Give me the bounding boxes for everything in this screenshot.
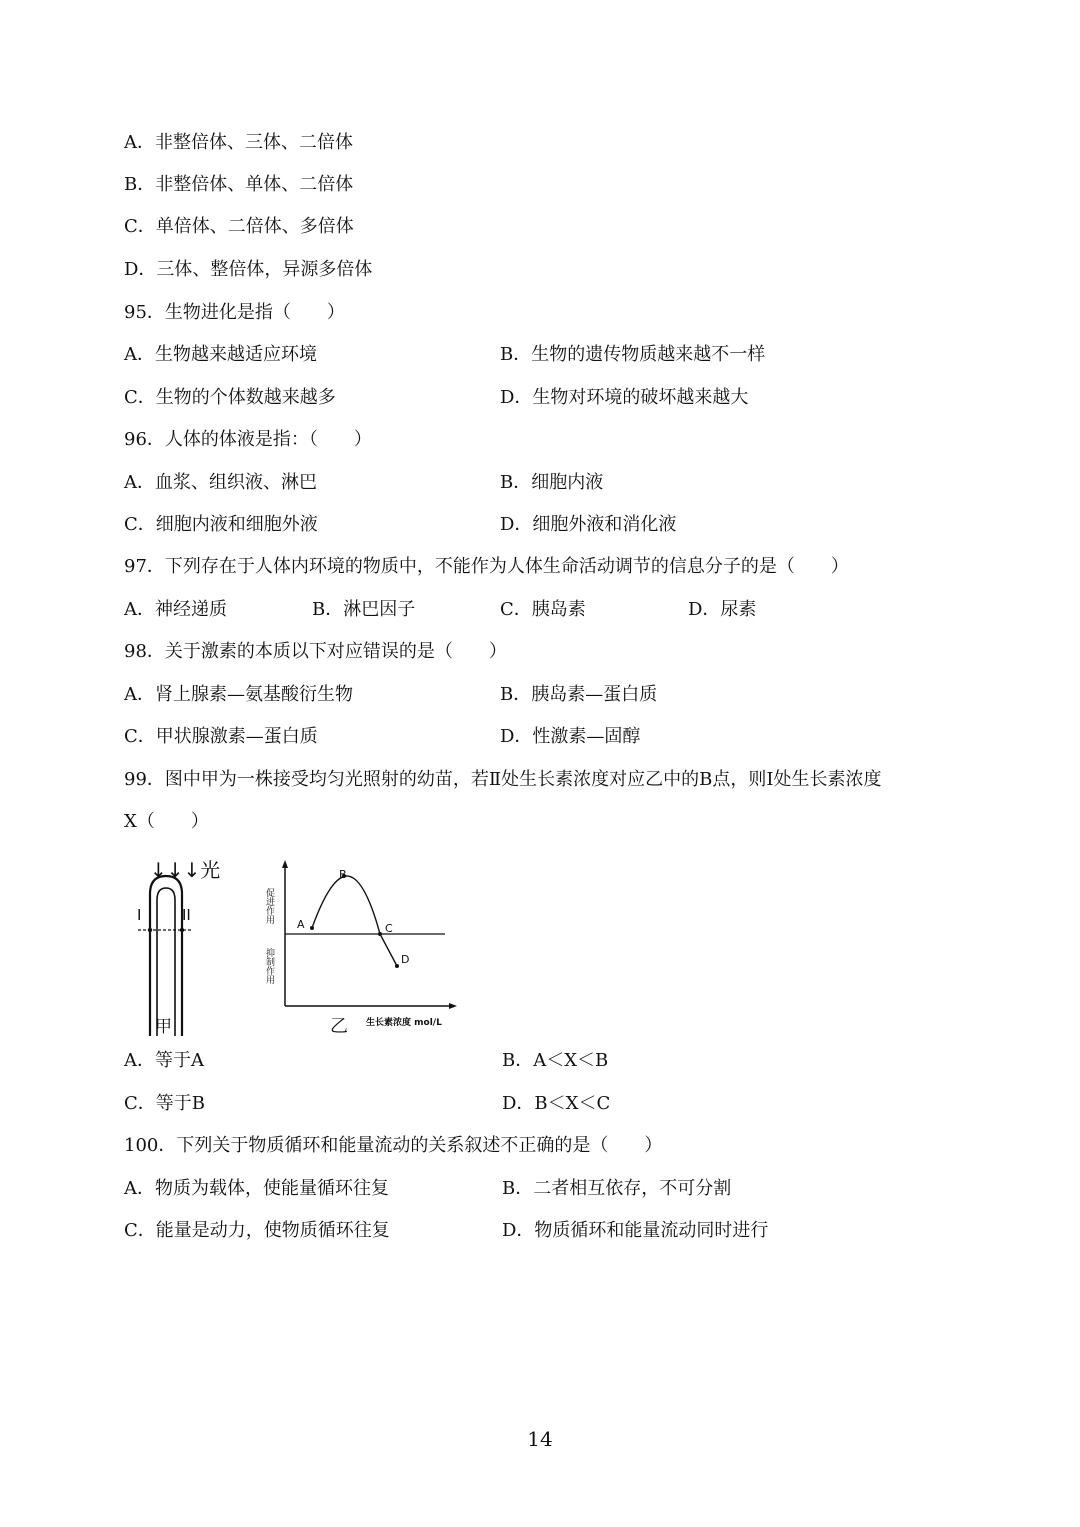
promote-label: 促进作用 bbox=[264, 888, 274, 924]
q95-option-b: B．生物的遗传物质越来越不一样 bbox=[500, 344, 766, 365]
q96-stem: 96．人体的体液是指：（ ） bbox=[124, 429, 372, 450]
label-i: I bbox=[137, 906, 142, 924]
q99-option-c: C．等于B bbox=[124, 1093, 205, 1114]
growth-curve bbox=[312, 876, 397, 966]
q99-option-a: A．等于A bbox=[124, 1050, 204, 1071]
q98-option-a: A．肾上腺素—氨基酸衍生物 bbox=[124, 684, 353, 705]
x-axis-arrow bbox=[449, 1003, 457, 1009]
point-a-label: A bbox=[297, 918, 305, 931]
q99-stem-line1: 99．图中甲为一株接受均匀光照射的幼苗，若Ⅱ处生长素浓度对应乙中的B点，则Ⅰ处生长素浓度 bbox=[124, 769, 882, 790]
q97-option-a: A．神经递质 bbox=[124, 599, 227, 620]
q96-option-a: A．血浆、组织液、淋巴 bbox=[124, 472, 317, 493]
seedling-inner-outline bbox=[157, 888, 175, 1036]
point-a-dot bbox=[310, 926, 314, 930]
x-axis-label: 生长素浓度 mol/L bbox=[366, 1018, 442, 1028]
label-yi: 乙 bbox=[330, 1016, 348, 1037]
q97-option-b: B．淋巴因子 bbox=[312, 599, 416, 620]
q98-option-d: D．性激素—固醇 bbox=[500, 726, 641, 747]
q100-option-a: A．物质为载体，使能量循环往复 bbox=[124, 1178, 389, 1199]
q100-option-d: D．物质循环和能量流动同时进行 bbox=[502, 1220, 769, 1241]
point-ii-dot bbox=[180, 928, 184, 932]
q96-option-b: B．细胞内液 bbox=[500, 472, 604, 493]
q98-option-b: B．胰岛素—蛋白质 bbox=[500, 684, 658, 705]
seedling-diagram bbox=[137, 858, 220, 1037]
q96-option-c: C．细胞内液和细胞外液 bbox=[124, 514, 318, 535]
q95-option-a: A．生物越来越适应环境 bbox=[124, 344, 317, 365]
q96-option-d: D．细胞外液和消化液 bbox=[500, 514, 677, 535]
q99-figure bbox=[120, 848, 470, 1038]
label-jia: 甲 bbox=[155, 1017, 172, 1037]
q97-option-c: C．胰岛素 bbox=[500, 599, 586, 620]
q99-option-b: B．A＜X＜B bbox=[502, 1050, 609, 1071]
q94-option-b: B．非整倍体、单体、二倍体 bbox=[124, 174, 354, 195]
growth-curve-graph bbox=[264, 860, 457, 1037]
point-c-dot bbox=[378, 932, 382, 936]
inhibit-label: 抑制作用 bbox=[264, 948, 274, 984]
q100-stem: 100．下列关于物质循环和能量流动的关系叙述不正确的是（ ） bbox=[124, 1135, 663, 1156]
q99-option-d: D．B＜X＜C bbox=[502, 1093, 611, 1114]
point-d-dot bbox=[395, 964, 399, 968]
q94-option-a: A．非整倍体、三体、二倍体 bbox=[124, 132, 353, 153]
q97-stem: 97．下列存在于人体内环境的物质中，不能作为人体生命活动调节的信息分子的是（ ） bbox=[124, 556, 849, 577]
q95-option-c: C．生物的个体数越来越多 bbox=[124, 387, 336, 408]
q94-option-d: D．三体、整倍体，异源多倍体 bbox=[124, 259, 373, 280]
point-i-dot bbox=[148, 928, 152, 932]
q100-option-c: C．能量是动力，使物质循环往复 bbox=[124, 1220, 390, 1241]
q94-option-c: C．单倍体、二倍体、多倍体 bbox=[124, 216, 354, 237]
point-b-label: B bbox=[339, 868, 347, 881]
q99-stem-line2: X（ ） bbox=[124, 811, 209, 832]
y-axis-arrow bbox=[282, 860, 288, 868]
label-ii: II bbox=[182, 906, 191, 924]
point-d-label: D bbox=[401, 953, 410, 966]
light-label: ↓↓↓光 bbox=[150, 858, 221, 882]
q100-option-b: B．二者相互依存，不可分割 bbox=[502, 1178, 732, 1199]
seedling-outer-outline bbox=[150, 876, 182, 1036]
q97-option-d: D．尿素 bbox=[688, 599, 757, 620]
point-c-label: C bbox=[385, 922, 393, 935]
q98-stem: 98．关于激素的本质以下对应错误的是（ ） bbox=[124, 641, 507, 662]
q95-stem: 95．生物进化是指（ ） bbox=[124, 302, 345, 323]
q98-option-c: C．甲状腺激素—蛋白质 bbox=[124, 726, 318, 747]
page-number: 14 bbox=[527, 1427, 553, 1451]
q95-option-d: D．生物对环境的破坏越来越大 bbox=[500, 387, 749, 408]
